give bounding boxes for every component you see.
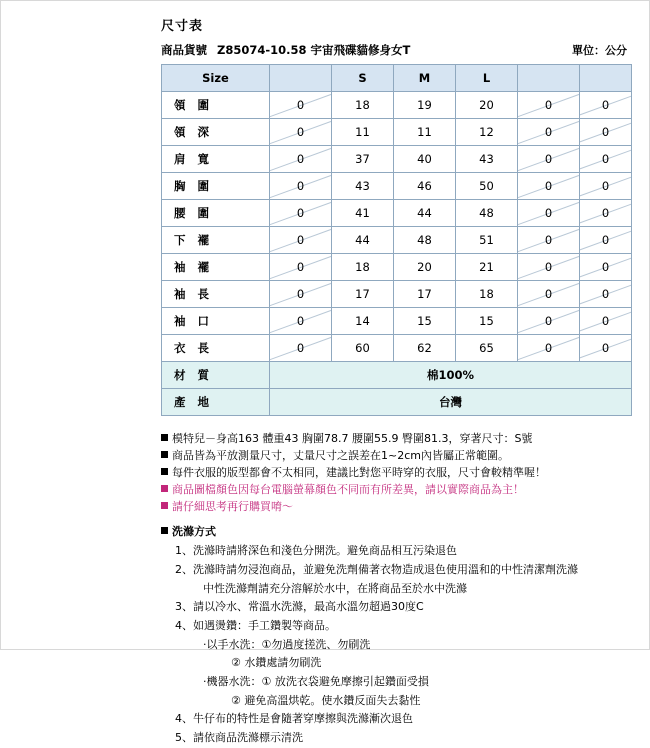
row-label: 袖 襬 bbox=[162, 254, 270, 281]
row-7-col-0: 0 bbox=[270, 281, 332, 308]
page-title: 尺寸表 bbox=[161, 19, 204, 34]
table-row bbox=[162, 119, 632, 146]
unit-note: 單位：公分 bbox=[572, 44, 627, 57]
square-bullet-icon bbox=[161, 434, 168, 441]
row-label: 領 深 bbox=[162, 119, 270, 146]
row-9-col-s: 60 bbox=[332, 335, 394, 362]
wash-line: 中性洗滌劑請充分溶解於水中，在將商品至於水中洗滌 bbox=[203, 581, 467, 595]
row-7-col-l: 18 bbox=[456, 281, 518, 308]
row-label: 袖 口 bbox=[162, 308, 270, 335]
row-3-col-5: 0 bbox=[580, 173, 632, 200]
row-0-col-5: 0 bbox=[580, 92, 632, 119]
content-container bbox=[161, 15, 631, 748]
row-2-col-s: 37 bbox=[332, 146, 394, 173]
row-8-col-5: 0 bbox=[580, 308, 632, 335]
table-row bbox=[162, 254, 632, 281]
row-label: 袖 長 bbox=[162, 281, 270, 308]
header-size: Size bbox=[162, 65, 270, 92]
row-9-col-4: 0 bbox=[518, 335, 580, 362]
row-4-col-0: 0 bbox=[270, 200, 332, 227]
wash-line: ·以手水洗：①勿過度搓洗、勿刷洗 bbox=[203, 637, 371, 651]
note-text: 請仔細思考再行購買唷～ bbox=[172, 500, 293, 514]
wash-line: ② 水鑽處請勿刷洗 bbox=[231, 656, 322, 670]
note-item-highlight bbox=[161, 481, 631, 498]
row-label: 領 圍 bbox=[162, 92, 270, 119]
row-1-col-0: 0 bbox=[270, 119, 332, 146]
note-item bbox=[161, 464, 631, 481]
table-row bbox=[162, 146, 632, 173]
row-label: 衣 長 bbox=[162, 335, 270, 362]
material-row bbox=[162, 362, 632, 389]
note-item bbox=[161, 447, 631, 464]
table-row bbox=[162, 173, 632, 200]
row-5-col-l: 51 bbox=[456, 227, 518, 254]
row-1-col-4: 0 bbox=[518, 119, 580, 146]
row-9-col-5: 0 bbox=[580, 335, 632, 362]
header-col-1 bbox=[270, 65, 332, 92]
note-text: 每件衣服的版型都會不太相同，建議比對您平時穿的衣服，尺寸會較精準喔！ bbox=[172, 466, 546, 480]
origin-value: 台灣 bbox=[270, 389, 632, 416]
header-col-5 bbox=[518, 65, 580, 92]
row-3-col-0: 0 bbox=[270, 173, 332, 200]
wash-line: 5、請依商品洗滌標示清洗 bbox=[175, 731, 303, 745]
square-bullet-icon bbox=[161, 468, 168, 475]
row-5-col-4: 0 bbox=[518, 227, 580, 254]
size-table bbox=[161, 64, 632, 416]
row-label: 腰 圍 bbox=[162, 200, 270, 227]
row-1-col-s: 11 bbox=[332, 119, 394, 146]
table-row bbox=[162, 308, 632, 335]
row-1-col-m: 11 bbox=[394, 119, 456, 146]
row-8-col-4: 0 bbox=[518, 308, 580, 335]
row-8-col-l: 15 bbox=[456, 308, 518, 335]
row-0-col-0: 0 bbox=[270, 92, 332, 119]
row-7-col-s: 17 bbox=[332, 281, 394, 308]
row-6-col-4: 0 bbox=[518, 254, 580, 281]
row-0-col-s: 18 bbox=[332, 92, 394, 119]
note-text: 商品皆為平放測量尺寸，丈量尺寸之誤差在1~2cm內皆屬正常範圍。 bbox=[172, 449, 509, 463]
product-code-label: 商品貨號 bbox=[161, 43, 207, 57]
table-row bbox=[162, 200, 632, 227]
note-text: 商品圖檔顏色因每台電腦螢幕顏色不同而有所差異，請以實際商品為主！ bbox=[172, 483, 524, 497]
wash-line: 1、洗滌時請將深色和淺色分開洗。避免商品相互污染退色 bbox=[175, 544, 457, 558]
row-7-col-5: 0 bbox=[580, 281, 632, 308]
square-bullet-icon bbox=[161, 485, 168, 492]
row-9-col-0: 0 bbox=[270, 335, 332, 362]
row-8-col-m: 15 bbox=[394, 308, 456, 335]
row-6-col-l: 21 bbox=[456, 254, 518, 281]
wash-line: 4、如遇燙鑽：手工鑽製等商品。 bbox=[175, 619, 336, 633]
row-0-col-m: 19 bbox=[394, 92, 456, 119]
wash-line: 3、請以冷水、常溫水洗滌，最高水溫勿超過30度C bbox=[175, 600, 424, 614]
row-4-col-5: 0 bbox=[580, 200, 632, 227]
row-label: 下 襬 bbox=[162, 227, 270, 254]
square-bullet-icon bbox=[161, 527, 168, 534]
row-2-col-0: 0 bbox=[270, 146, 332, 173]
row-5-col-5: 0 bbox=[580, 227, 632, 254]
product-meta-row bbox=[161, 42, 631, 58]
row-6-col-m: 20 bbox=[394, 254, 456, 281]
header-col-s: S bbox=[332, 65, 394, 92]
row-5-col-m: 48 bbox=[394, 227, 456, 254]
material-label: 材 質 bbox=[162, 362, 270, 389]
table-row bbox=[162, 335, 632, 362]
row-4-col-s: 41 bbox=[332, 200, 394, 227]
row-5-col-s: 44 bbox=[332, 227, 394, 254]
row-4-col-l: 48 bbox=[456, 200, 518, 227]
row-3-col-s: 43 bbox=[332, 173, 394, 200]
row-5-col-0: 0 bbox=[270, 227, 332, 254]
row-0-col-l: 20 bbox=[456, 92, 518, 119]
origin-row bbox=[162, 389, 632, 416]
row-6-col-s: 18 bbox=[332, 254, 394, 281]
header-col-6 bbox=[580, 65, 632, 92]
row-8-col-0: 0 bbox=[270, 308, 332, 335]
row-3-col-l: 50 bbox=[456, 173, 518, 200]
product-code-value: Z85074-10.58 宇宙飛碟貓修身女T bbox=[217, 43, 411, 57]
wash-line: 4、牛仔布的特性是會隨著穿摩擦與洗滌漸次退色 bbox=[175, 712, 413, 726]
wash-heading-text: 洗滌方式 bbox=[172, 525, 216, 539]
square-bullet-icon bbox=[161, 502, 168, 509]
wash-line: ·機器水洗：① 放洗衣袋避免摩擦引起鑽面受損 bbox=[203, 675, 429, 689]
row-label: 胸 圍 bbox=[162, 173, 270, 200]
row-2-col-5: 0 bbox=[580, 146, 632, 173]
origin-label: 產 地 bbox=[162, 389, 270, 416]
row-2-col-4: 0 bbox=[518, 146, 580, 173]
wash-instructions bbox=[161, 542, 631, 748]
row-0-col-4: 0 bbox=[518, 92, 580, 119]
row-8-col-s: 14 bbox=[332, 308, 394, 335]
row-label: 肩 寬 bbox=[162, 146, 270, 173]
table-row bbox=[162, 281, 632, 308]
row-9-col-m: 62 bbox=[394, 335, 456, 362]
row-4-col-4: 0 bbox=[518, 200, 580, 227]
row-1-col-l: 12 bbox=[456, 119, 518, 146]
wash-line: 2、洗滌時請勿浸泡商品，並避免洗劑備著衣物造成退色使用溫和的中性清潔劑洗滌 bbox=[175, 562, 578, 576]
row-1-col-5: 0 bbox=[580, 119, 632, 146]
row-7-col-4: 0 bbox=[518, 281, 580, 308]
square-bullet-icon bbox=[161, 451, 168, 458]
row-4-col-m: 44 bbox=[394, 200, 456, 227]
wash-line: ② 避免高溫烘乾。使水鑽反面失去黏性 bbox=[231, 693, 421, 707]
row-2-col-l: 43 bbox=[456, 146, 518, 173]
table-row bbox=[162, 227, 632, 254]
wash-heading bbox=[161, 523, 631, 540]
product-meta-left bbox=[161, 42, 410, 58]
row-6-col-5: 0 bbox=[580, 254, 632, 281]
row-2-col-m: 40 bbox=[394, 146, 456, 173]
note-item-highlight bbox=[161, 498, 631, 515]
notes-list bbox=[161, 430, 631, 748]
table-header-row bbox=[162, 65, 632, 92]
material-value: 棉100% bbox=[270, 362, 632, 389]
row-3-col-m: 46 bbox=[394, 173, 456, 200]
header-col-l: L bbox=[456, 65, 518, 92]
row-3-col-4: 0 bbox=[518, 173, 580, 200]
row-6-col-0: 0 bbox=[270, 254, 332, 281]
row-7-col-m: 17 bbox=[394, 281, 456, 308]
note-text: 模特兒－身高163 體重43 胸圍78.7 腰圍55.9 臀圍81.3，穿著尺寸：S號 bbox=[172, 432, 533, 445]
header-col-m: M bbox=[394, 65, 456, 92]
row-9-col-l: 65 bbox=[456, 335, 518, 362]
table-row bbox=[162, 92, 632, 119]
note-item bbox=[161, 430, 631, 447]
